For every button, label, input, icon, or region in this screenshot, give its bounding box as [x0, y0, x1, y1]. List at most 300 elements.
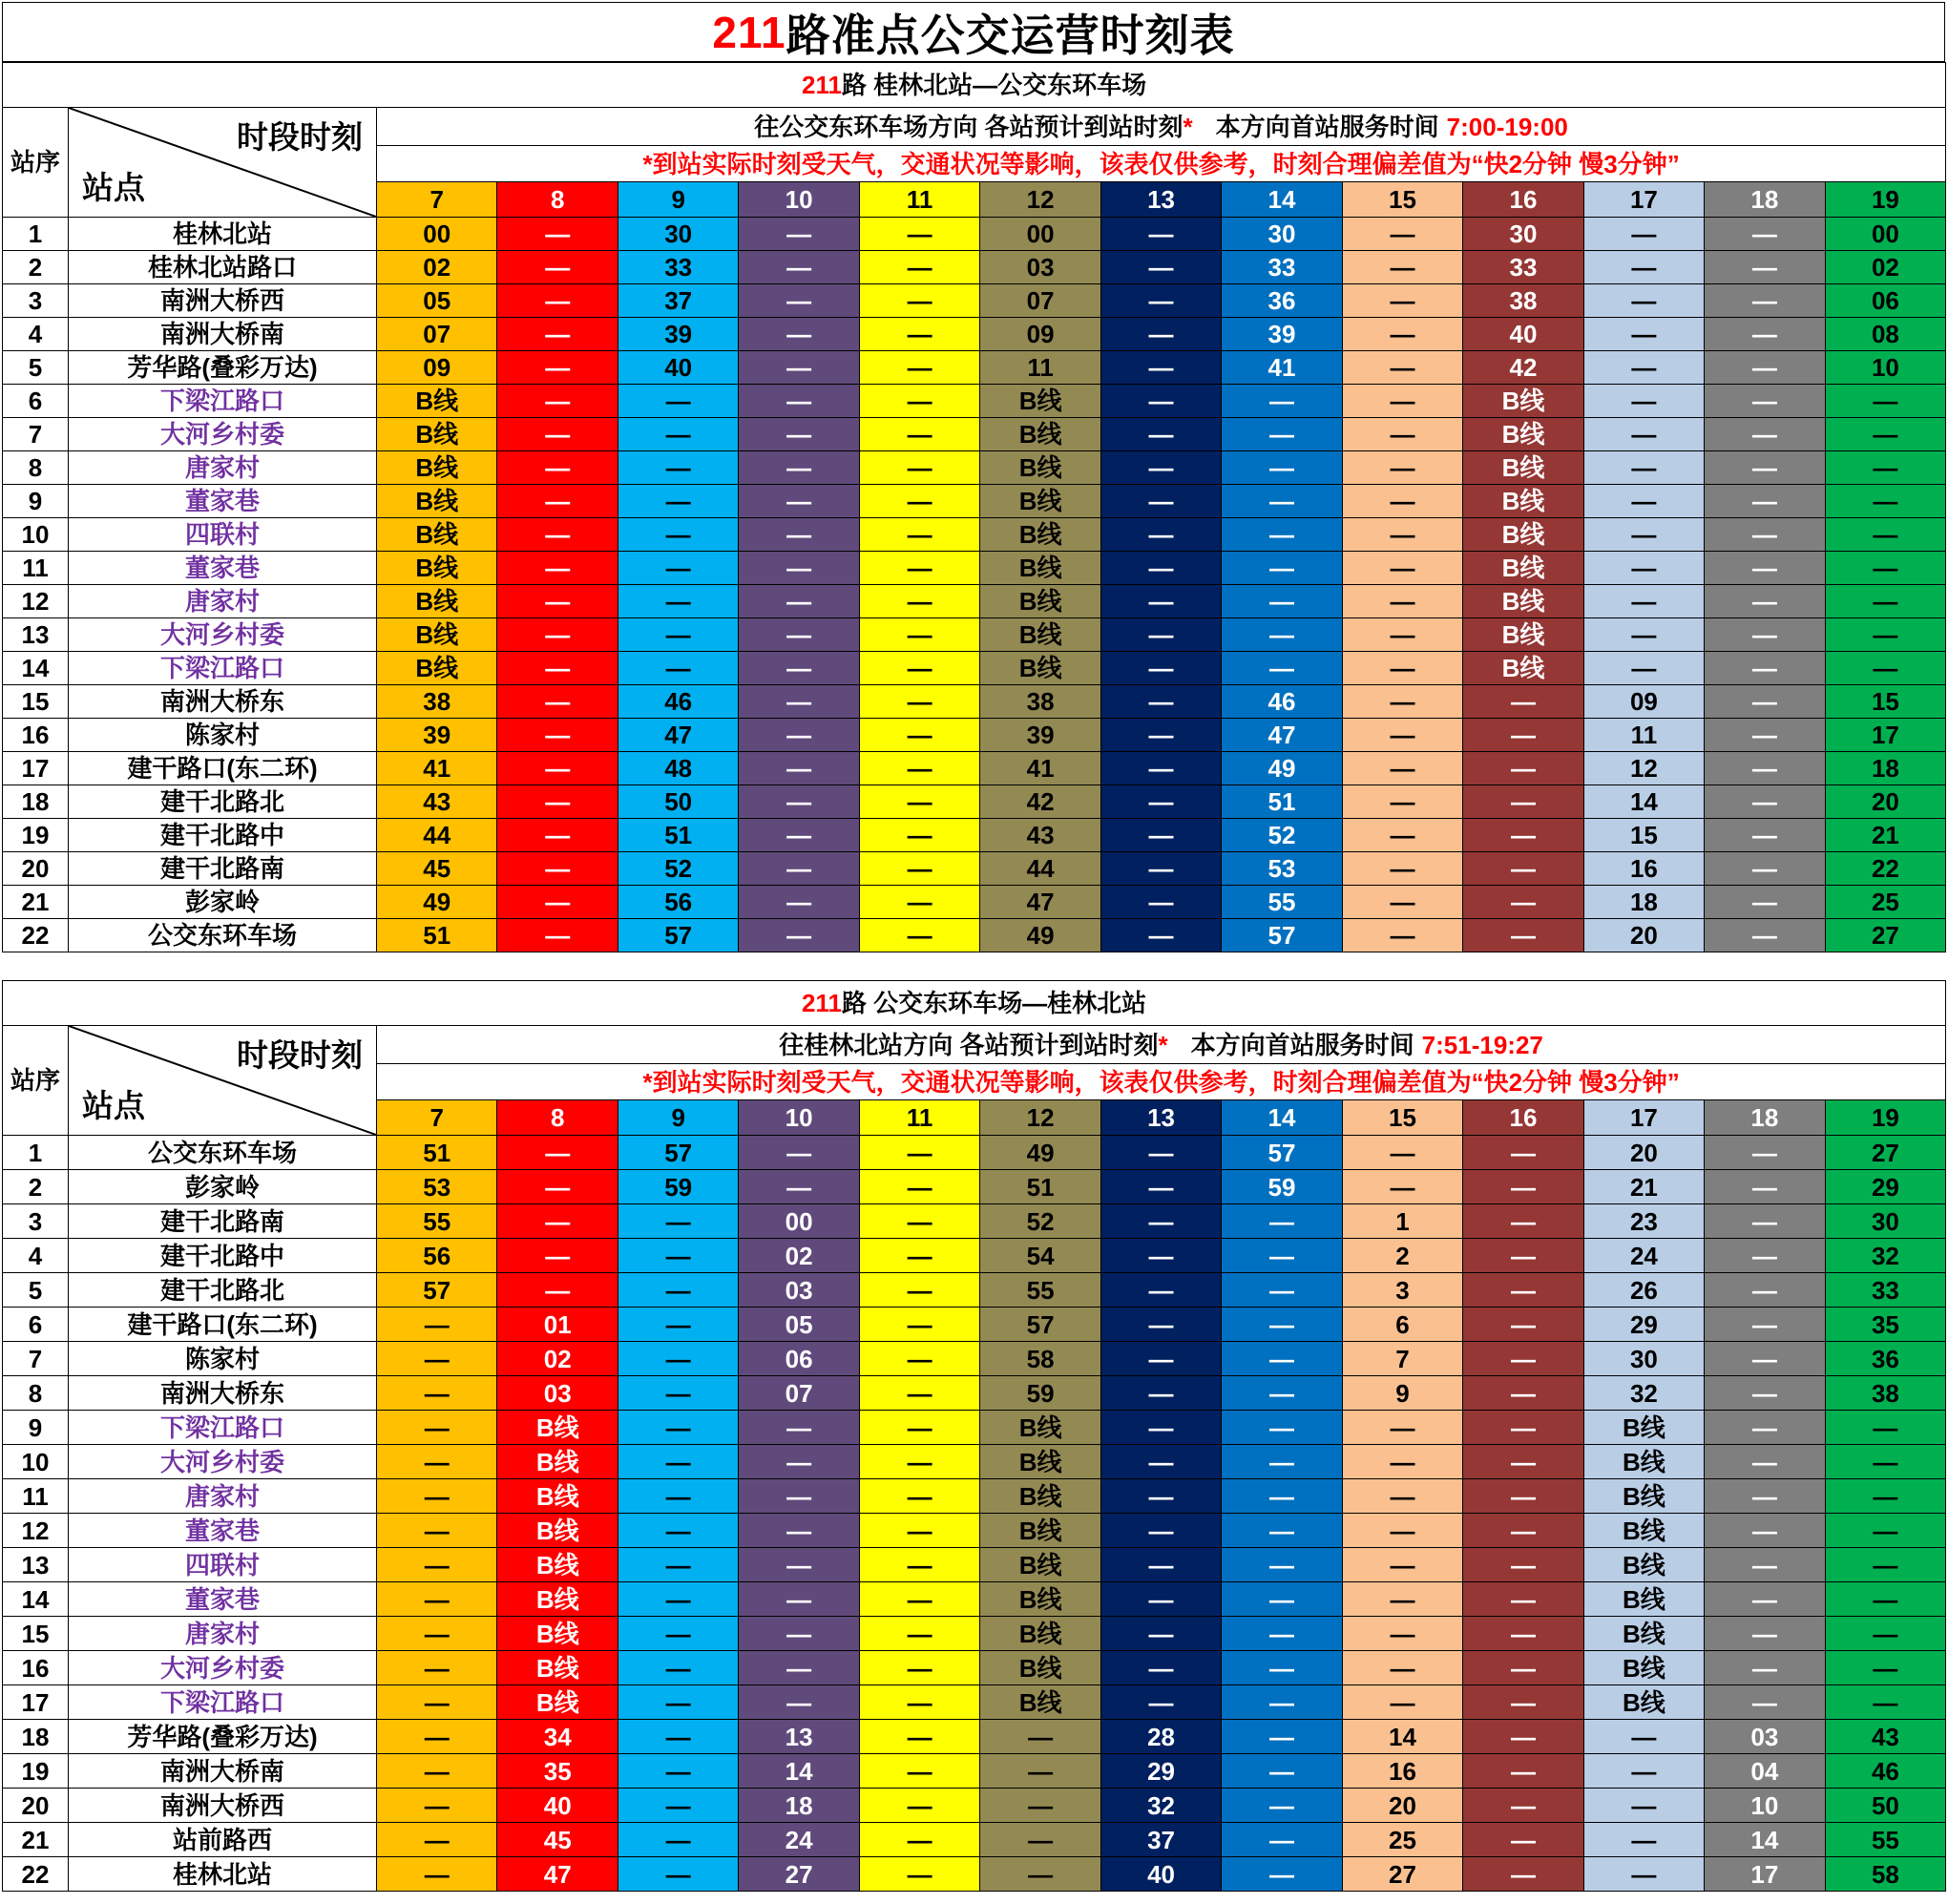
station-row	[3, 418, 1946, 451]
arrival-time-hour-13: —	[1100, 552, 1221, 585]
arrival-time-hour-9: 59	[618, 1170, 738, 1204]
arrival-time-hour-13: 40	[1100, 1857, 1221, 1892]
arrival-time-hour-15: —	[1342, 1582, 1462, 1617]
arrival-time-hour-14: —	[1222, 1582, 1342, 1617]
hour-header-8: 8	[497, 1100, 618, 1136]
station-name: 建干北路中	[69, 1239, 377, 1273]
station-seq: 19	[3, 819, 69, 852]
arrival-time-hour-11: —	[859, 1136, 979, 1170]
arrival-time-hour-18: —	[1705, 585, 1825, 618]
arrival-time-hour-11: —	[859, 1411, 979, 1445]
arrival-time-hour-8: —	[497, 284, 618, 318]
arrival-time-hour-17: —	[1583, 385, 1704, 418]
hour-header-9: 9	[618, 1100, 738, 1136]
arrival-time-hour-17: B线	[1583, 1548, 1704, 1582]
arrival-time-hour-16: 42	[1463, 351, 1583, 385]
arrival-time-hour-19: 02	[1825, 251, 1946, 284]
arrival-time-hour-14: —	[1222, 552, 1342, 585]
arrival-time-hour-7: —	[377, 1479, 497, 1514]
arrival-time-hour-10: —	[739, 418, 859, 451]
arrival-time-hour-16: —	[1463, 1479, 1583, 1514]
arrival-time-hour-17: —	[1583, 1720, 1704, 1754]
arrival-time-hour-11: —	[859, 351, 979, 385]
arrival-time-hour-11: —	[859, 1342, 979, 1376]
arrival-time-hour-19: —	[1825, 1685, 1946, 1720]
arrival-time-hour-19: 27	[1825, 1136, 1946, 1170]
station-name: 陈家村	[69, 1342, 377, 1376]
station-row	[3, 1204, 1946, 1239]
arrival-time-hour-14: —	[1222, 385, 1342, 418]
arrival-time-hour-11: —	[859, 251, 979, 284]
arrival-time-hour-9: —	[618, 1582, 738, 1617]
station-seq: 10	[3, 1445, 69, 1479]
arrival-time-hour-14: —	[1222, 652, 1342, 685]
arrival-time-hour-19: —	[1825, 1411, 1946, 1445]
arrival-time-hour-9: —	[618, 1376, 738, 1411]
station-row	[3, 1685, 1946, 1720]
arrival-time-hour-19: 20	[1825, 785, 1946, 819]
direction-text: 往桂林北站方向 各站预计到站时刻	[779, 1030, 1159, 1059]
arrival-time-hour-17: 23	[1583, 1204, 1704, 1239]
arrival-time-hour-10: —	[739, 819, 859, 852]
hour-header-10: 10	[739, 1100, 859, 1136]
arrival-time-hour-15: —	[1342, 485, 1462, 518]
arrival-time-hour-13: —	[1100, 1651, 1221, 1685]
arrival-time-hour-10: 02	[739, 1239, 859, 1273]
arrival-time-hour-17: 12	[1583, 752, 1704, 785]
station-seq: 13	[3, 618, 69, 652]
arrival-time-hour-7: B线	[377, 585, 497, 618]
arrival-time-hour-17: 29	[1583, 1308, 1704, 1342]
arrival-time-hour-13: 37	[1100, 1823, 1221, 1857]
arrival-time-hour-11: —	[859, 552, 979, 585]
arrival-time-hour-11: —	[859, 1308, 979, 1342]
station-name: 董家巷	[69, 552, 377, 585]
arrival-time-hour-19: 06	[1825, 284, 1946, 318]
arrival-time-hour-8: B线	[497, 1445, 618, 1479]
station-name: 陈家村	[69, 719, 377, 752]
arrival-time-hour-7: 49	[377, 886, 497, 919]
arrival-time-hour-16: —	[1463, 1239, 1583, 1273]
route-number: 211	[801, 71, 842, 99]
station-name: 董家巷	[69, 485, 377, 518]
arrival-time-hour-12: 52	[980, 1204, 1100, 1239]
arrival-time-hour-10: —	[739, 451, 859, 485]
arrival-time-hour-19: 00	[1825, 218, 1946, 251]
arrival-time-hour-10: —	[739, 251, 859, 284]
arrival-time-hour-8: B线	[497, 1514, 618, 1548]
arrival-time-hour-9: —	[618, 1479, 738, 1514]
arrival-time-hour-15: —	[1342, 752, 1462, 785]
arrival-time-hour-16: B线	[1463, 485, 1583, 518]
arrival-time-hour-13: —	[1100, 351, 1221, 385]
hour-header-14: 14	[1222, 1100, 1342, 1136]
station-seq: 1	[3, 1136, 69, 1170]
arrival-time-hour-16: 40	[1463, 318, 1583, 351]
arrival-time-hour-15: —	[1342, 585, 1462, 618]
arrival-time-hour-12: 47	[980, 886, 1100, 919]
arrival-time-hour-10: —	[739, 652, 859, 685]
arrival-time-hour-18: —	[1705, 1136, 1825, 1170]
arrival-time-hour-18: 17	[1705, 1857, 1825, 1892]
arrival-time-hour-19: 17	[1825, 719, 1946, 752]
arrival-time-hour-17: —	[1583, 418, 1704, 451]
arrival-time-hour-10: —	[739, 351, 859, 385]
timetable-outbound	[2, 62, 1946, 952]
arrival-time-hour-15: —	[1342, 618, 1462, 652]
arrival-time-hour-11: —	[859, 819, 979, 852]
arrival-time-hour-7: —	[377, 1754, 497, 1789]
arrival-time-hour-8: —	[497, 618, 618, 652]
arrival-time-hour-13: 28	[1100, 1720, 1221, 1754]
arrival-time-hour-11: —	[859, 1720, 979, 1754]
arrival-time-hour-13: —	[1100, 418, 1221, 451]
arrival-time-hour-16: —	[1463, 1342, 1583, 1376]
arrival-time-hour-9: 56	[618, 886, 738, 919]
arrival-time-hour-9: —	[618, 1273, 738, 1308]
arrival-time-hour-19: —	[1825, 518, 1946, 552]
station-name: 南洲大桥西	[69, 284, 377, 318]
arrival-time-hour-14: —	[1222, 1754, 1342, 1789]
arrival-time-hour-12: 58	[980, 1342, 1100, 1376]
station-row	[3, 518, 1946, 552]
station-row	[3, 1411, 1946, 1445]
arrival-time-hour-15: —	[1342, 1479, 1462, 1514]
station-name: 建干路口(东二环)	[69, 1308, 377, 1342]
station-name: 唐家村	[69, 451, 377, 485]
arrival-time-hour-11: —	[859, 886, 979, 919]
arrival-time-hour-12: 41	[980, 752, 1100, 785]
arrival-time-hour-8: B线	[497, 1651, 618, 1685]
arrival-time-hour-19: 33	[1825, 1273, 1946, 1308]
station-name: 南洲大桥西	[69, 1789, 377, 1823]
hour-header-13: 13	[1100, 1100, 1221, 1136]
arrival-time-hour-16: 38	[1463, 284, 1583, 318]
arrival-time-hour-15: 25	[1342, 1823, 1462, 1857]
arrival-time-hour-15: —	[1342, 552, 1462, 585]
arrival-time-hour-15: —	[1342, 785, 1462, 819]
arrival-time-hour-12: 38	[980, 685, 1100, 719]
arrival-time-hour-19: —	[1825, 652, 1946, 685]
arrival-time-hour-7: 38	[377, 685, 497, 719]
arrival-time-hour-18: —	[1705, 518, 1825, 552]
arrival-time-hour-9: —	[618, 1514, 738, 1548]
arrival-time-hour-15: —	[1342, 451, 1462, 485]
arrival-time-hour-8: —	[497, 585, 618, 618]
arrival-time-hour-18: 03	[1705, 1720, 1825, 1754]
arrival-time-hour-11: —	[859, 485, 979, 518]
arrival-time-hour-12: 59	[980, 1376, 1100, 1411]
hour-header-19: 19	[1825, 182, 1946, 218]
arrival-time-hour-14: —	[1222, 1479, 1342, 1514]
arrival-time-hour-19: 55	[1825, 1823, 1946, 1857]
station-name: 大河乡村委	[69, 1445, 377, 1479]
hour-header-16: 16	[1463, 1100, 1583, 1136]
arrival-time-hour-16: —	[1463, 752, 1583, 785]
arrival-time-hour-7: B线	[377, 652, 497, 685]
arrival-time-hour-14: 30	[1222, 218, 1342, 251]
arrival-time-hour-17: —	[1583, 1823, 1704, 1857]
arrival-time-hour-13: —	[1100, 1376, 1221, 1411]
station-name: 建干北路北	[69, 1273, 377, 1308]
arrival-time-hour-11: —	[859, 385, 979, 418]
arrival-time-hour-8: B线	[497, 1548, 618, 1582]
arrival-time-hour-17: 30	[1583, 1342, 1704, 1376]
route-endpoints: 路 公交东环车场—桂林北站	[841, 989, 1147, 1017]
arrival-time-hour-15: 3	[1342, 1273, 1462, 1308]
arrival-time-hour-19: —	[1825, 1617, 1946, 1651]
station-row	[3, 852, 1946, 886]
arrival-time-hour-12: B线	[980, 485, 1100, 518]
arrival-time-hour-19: 38	[1825, 1376, 1946, 1411]
arrival-time-hour-16: B线	[1463, 552, 1583, 585]
arrival-time-hour-12: B线	[980, 1651, 1100, 1685]
arrival-time-hour-17: 16	[1583, 852, 1704, 886]
arrival-time-hour-14: —	[1222, 1376, 1342, 1411]
arrival-time-hour-19: 35	[1825, 1308, 1946, 1342]
station-seq: 11	[3, 1479, 69, 1514]
hour-header-16: 16	[1463, 182, 1583, 218]
arrival-time-hour-12: B线	[980, 518, 1100, 552]
arrival-time-hour-11: —	[859, 1273, 979, 1308]
arrival-time-hour-7: 43	[377, 785, 497, 819]
arrival-time-hour-8: 35	[497, 1754, 618, 1789]
arrival-time-hour-11: —	[859, 752, 979, 785]
arrival-time-hour-17: 18	[1583, 886, 1704, 919]
arrival-time-hour-9: —	[618, 485, 738, 518]
arrival-time-hour-13: 32	[1100, 1789, 1221, 1823]
arrival-time-hour-12: 54	[980, 1239, 1100, 1273]
arrival-time-hour-10: 13	[739, 1720, 859, 1754]
arrival-time-hour-11: —	[859, 1445, 979, 1479]
arrival-time-hour-9: 47	[618, 719, 738, 752]
station-row	[3, 485, 1946, 518]
arrival-time-hour-16: —	[1463, 919, 1583, 952]
station-seq: 19	[3, 1754, 69, 1789]
arrival-time-hour-10: —	[739, 1685, 859, 1720]
arrival-time-hour-9: —	[618, 418, 738, 451]
arrival-time-hour-19: 10	[1825, 351, 1946, 385]
arrival-time-hour-7: 56	[377, 1239, 497, 1273]
arrival-time-hour-11: —	[859, 1857, 979, 1892]
arrival-time-hour-14: —	[1222, 1651, 1342, 1685]
station-name: 公交东环车场	[69, 919, 377, 952]
arrival-time-hour-12: B线	[980, 618, 1100, 652]
route-title	[3, 63, 1946, 108]
arrival-time-hour-15: 7	[1342, 1342, 1462, 1376]
station-seq: 2	[3, 1170, 69, 1204]
arrival-time-hour-7: 00	[377, 218, 497, 251]
station-seq: 13	[3, 1548, 69, 1582]
arrival-time-hour-11: —	[859, 284, 979, 318]
arrival-time-hour-10: —	[739, 518, 859, 552]
main-title-route-number: 211	[712, 7, 786, 57]
arrival-time-hour-14: —	[1222, 1548, 1342, 1582]
arrival-time-hour-9: 40	[618, 351, 738, 385]
service-time: 7:51-19:27	[1421, 1030, 1543, 1059]
arrival-time-hour-18: —	[1705, 1617, 1825, 1651]
arrival-time-hour-19: 58	[1825, 1857, 1946, 1892]
arrival-time-hour-8: —	[497, 552, 618, 585]
arrival-time-hour-17: —	[1583, 585, 1704, 618]
arrival-time-hour-12: 39	[980, 719, 1100, 752]
arrival-time-hour-8: —	[497, 218, 618, 251]
arrival-time-hour-19: —	[1825, 485, 1946, 518]
arrival-time-hour-12: B线	[980, 418, 1100, 451]
arrival-time-hour-12: B线	[980, 1582, 1100, 1617]
arrival-time-hour-19: —	[1825, 1514, 1946, 1548]
station-row	[3, 284, 1946, 318]
arrival-time-hour-18: —	[1705, 318, 1825, 351]
arrival-time-hour-8: 45	[497, 1823, 618, 1857]
period-label: 时段时刻	[237, 1037, 363, 1073]
arrival-time-hour-15: —	[1342, 1617, 1462, 1651]
hour-header-9: 9	[618, 182, 738, 218]
arrival-time-hour-10: —	[739, 886, 859, 919]
arrival-time-hour-9: 52	[618, 852, 738, 886]
arrival-time-hour-14: —	[1222, 1514, 1342, 1548]
arrival-time-hour-19: —	[1825, 385, 1946, 418]
station-name: 董家巷	[69, 1582, 377, 1617]
station-seq: 20	[3, 1789, 69, 1823]
arrival-time-hour-18: —	[1705, 485, 1825, 518]
station-name: 桂林北站路口	[69, 251, 377, 284]
arrival-time-hour-9: —	[618, 518, 738, 552]
station-name: 下梁江路口	[69, 1411, 377, 1445]
arrival-time-hour-9: —	[618, 451, 738, 485]
arrival-time-hour-11: —	[859, 1789, 979, 1823]
hour-header-15: 15	[1342, 1100, 1462, 1136]
arrival-time-hour-17: B线	[1583, 1514, 1704, 1548]
arrival-time-hour-12: 55	[980, 1273, 1100, 1308]
arrival-time-hour-14: 47	[1222, 719, 1342, 752]
direction-text: 往公交东环车场方向 各站预计到站时刻	[754, 112, 1183, 141]
arrival-time-hour-12: B线	[980, 385, 1100, 418]
arrival-time-hour-11: —	[859, 1376, 979, 1411]
disclaimer-note: *到站实际时刻受天气，交通状况等影响，该表仅供参考，时刻合理偏差值为“快2分钟 慢3分钟”	[377, 146, 1946, 182]
arrival-time-hour-18: —	[1705, 1308, 1825, 1342]
station-name: 彭家岭	[69, 886, 377, 919]
arrival-time-hour-11: —	[859, 218, 979, 251]
station-name: 站前路西	[69, 1823, 377, 1857]
arrival-time-hour-7: —	[377, 1342, 497, 1376]
arrival-time-hour-12: 03	[980, 251, 1100, 284]
route-title-row	[3, 63, 1946, 108]
station-seq: 1	[3, 218, 69, 251]
arrival-time-hour-11: —	[859, 1582, 979, 1617]
arrival-time-hour-14: —	[1222, 1342, 1342, 1376]
station-row	[3, 1342, 1946, 1376]
arrival-time-hour-16: —	[1463, 1651, 1583, 1685]
arrival-time-hour-16: —	[1463, 1204, 1583, 1239]
hour-header-12: 12	[980, 182, 1100, 218]
arrival-time-hour-15: 16	[1342, 1754, 1462, 1789]
arrival-time-hour-13: —	[1100, 852, 1221, 886]
station-row	[3, 919, 1946, 952]
arrival-time-hour-15: —	[1342, 1411, 1462, 1445]
arrival-time-hour-19: —	[1825, 1479, 1946, 1514]
arrival-time-hour-14: —	[1222, 1308, 1342, 1342]
arrival-time-hour-16: B线	[1463, 385, 1583, 418]
station-row	[3, 652, 1946, 685]
station-seq: 11	[3, 552, 69, 585]
arrival-time-hour-11: —	[859, 1170, 979, 1204]
arrival-time-hour-19: 27	[1825, 919, 1946, 952]
arrival-time-hour-10: 07	[739, 1376, 859, 1411]
arrival-time-hour-13: —	[1100, 1582, 1221, 1617]
hour-header-8: 8	[497, 182, 618, 218]
station-name: 芳华路(叠彩万达)	[69, 1720, 377, 1754]
arrival-time-hour-11: —	[859, 1548, 979, 1582]
arrival-time-hour-7: B线	[377, 485, 497, 518]
arrival-time-hour-8: —	[497, 1136, 618, 1170]
station-row	[3, 1857, 1946, 1892]
arrival-time-hour-16: —	[1463, 1411, 1583, 1445]
arrival-time-hour-15: —	[1342, 385, 1462, 418]
arrival-time-hour-13: —	[1100, 318, 1221, 351]
arrival-time-hour-10: —	[739, 752, 859, 785]
station-name: 彭家岭	[69, 1170, 377, 1204]
arrival-time-hour-18: —	[1705, 351, 1825, 385]
arrival-time-hour-13: —	[1100, 385, 1221, 418]
arrival-time-hour-13: —	[1100, 1685, 1221, 1720]
arrival-time-hour-7: B线	[377, 451, 497, 485]
arrival-time-hour-17: 21	[1583, 1170, 1704, 1204]
station-name: 南洲大桥南	[69, 1754, 377, 1789]
arrival-time-hour-12: B线	[980, 652, 1100, 685]
station-row	[3, 785, 1946, 819]
arrival-time-hour-8: —	[497, 1204, 618, 1239]
arrival-time-hour-10: —	[739, 552, 859, 585]
arrival-time-hour-18: 14	[1705, 1823, 1825, 1857]
station-row	[3, 318, 1946, 351]
arrival-time-hour-15: —	[1342, 1685, 1462, 1720]
arrival-time-hour-19: 50	[1825, 1789, 1946, 1823]
arrival-time-hour-17: 09	[1583, 685, 1704, 719]
arrival-time-hour-15: —	[1342, 1651, 1462, 1685]
station-name: 大河乡村委	[69, 418, 377, 451]
arrival-time-hour-11: —	[859, 1617, 979, 1651]
arrival-time-hour-14: —	[1222, 485, 1342, 518]
station-name: 唐家村	[69, 1617, 377, 1651]
station-seq: 9	[3, 1411, 69, 1445]
arrival-time-hour-10: —	[739, 1136, 859, 1170]
arrival-time-hour-18: —	[1705, 1239, 1825, 1273]
station-seq: 7	[3, 1342, 69, 1376]
arrival-time-hour-10: —	[739, 218, 859, 251]
arrival-time-hour-18: —	[1705, 752, 1825, 785]
arrival-time-hour-8: 40	[497, 1789, 618, 1823]
station-seq: 17	[3, 752, 69, 785]
station-name: 四联村	[69, 1548, 377, 1582]
arrival-time-hour-16: —	[1463, 1136, 1583, 1170]
arrival-time-hour-8: —	[497, 685, 618, 719]
hour-header-13: 13	[1100, 182, 1221, 218]
station-seq: 22	[3, 1857, 69, 1892]
arrival-time-hour-9: —	[618, 1720, 738, 1754]
arrival-time-hour-17: —	[1583, 618, 1704, 652]
station-name: 建干路口(东二环)	[69, 752, 377, 785]
arrival-time-hour-11: —	[859, 518, 979, 552]
station-name: 下梁江路口	[69, 385, 377, 418]
station-row	[3, 1720, 1946, 1754]
arrival-time-hour-12: B线	[980, 585, 1100, 618]
arrival-time-hour-17: B线	[1583, 1479, 1704, 1514]
arrival-time-hour-19: 29	[1825, 1170, 1946, 1204]
arrival-time-hour-10: —	[739, 1617, 859, 1651]
arrival-time-hour-12: B线	[980, 1411, 1100, 1445]
arrival-time-hour-10: —	[739, 785, 859, 819]
